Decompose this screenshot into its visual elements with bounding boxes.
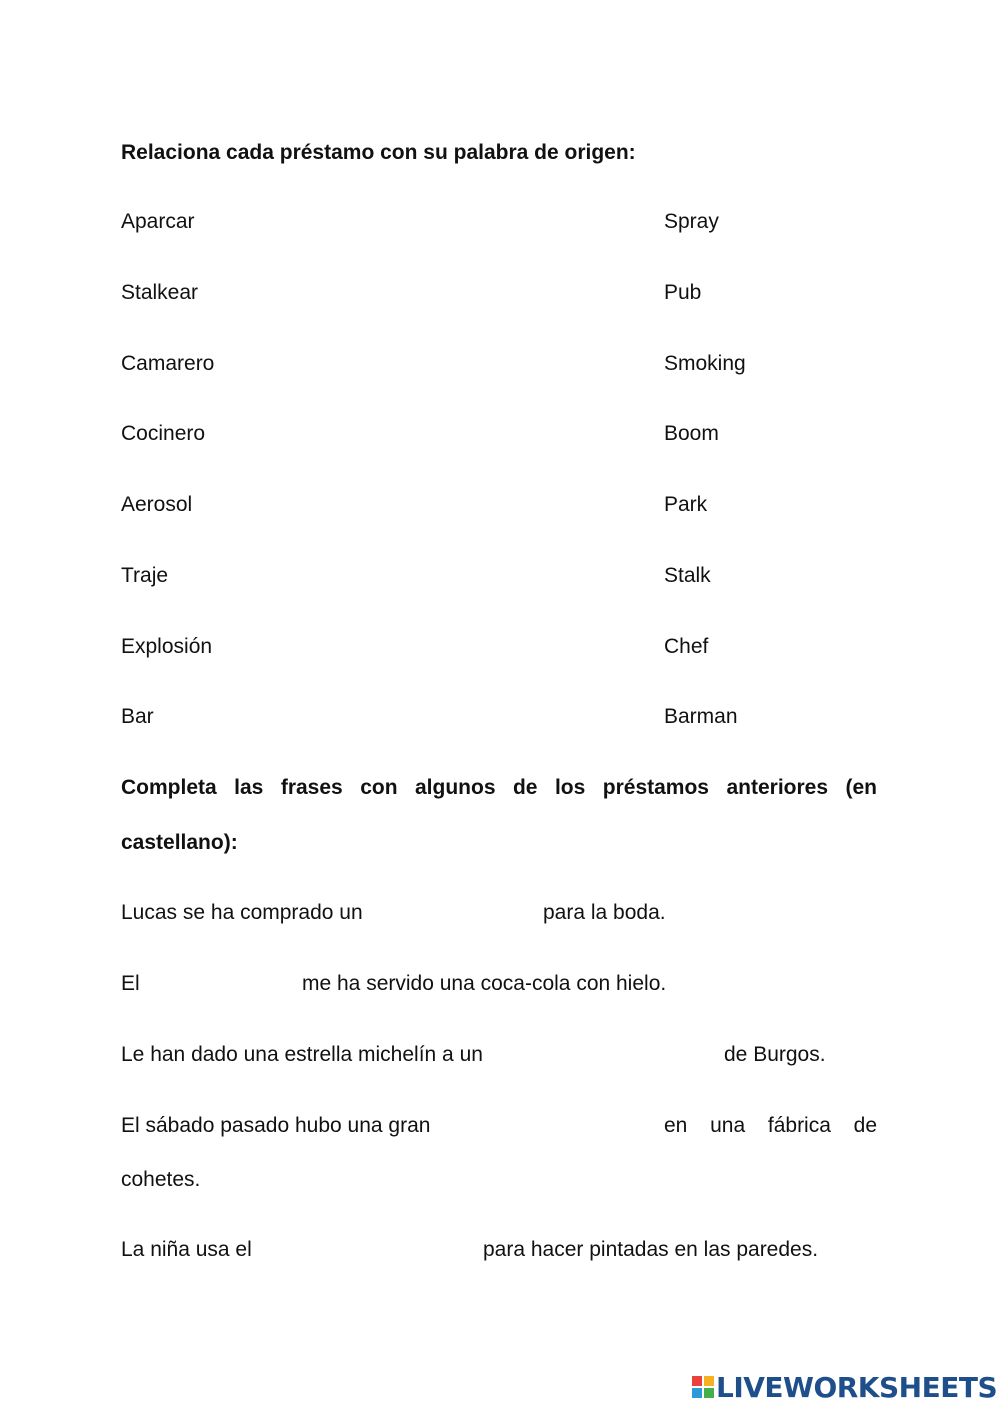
heading-word: anteriores — [726, 776, 829, 799]
sentence-3-blank-input[interactable] — [532, 1042, 716, 1069]
heading-word: algunos — [415, 776, 496, 799]
heading-word: las — [234, 776, 264, 799]
sentence-4-line-2: cohetes. — [121, 1168, 201, 1191]
left-word-8: Bar — [121, 705, 154, 728]
sentence-2-after: me ha servido una coca-cola con hielo. — [302, 972, 667, 995]
heading-word: préstamos — [602, 776, 709, 799]
logo-square-blue — [692, 1388, 702, 1398]
right-word-2: Pub — [664, 281, 702, 304]
exercise-2-heading-line-1 — [121, 775, 877, 801]
sentence-3-after: de Burgos. — [724, 1043, 826, 1066]
sentence-2-before: El — [121, 972, 140, 995]
left-word-1: Aparcar — [121, 210, 195, 233]
sentence-5-blank-input[interactable] — [274, 1237, 474, 1264]
sentence-1-before: Lucas se ha comprado un — [121, 901, 363, 924]
sentence-5-before: La niña usa el — [121, 1238, 252, 1261]
sentence-word: una — [710, 1114, 746, 1137]
sentence-word: en — [664, 1114, 688, 1137]
sentence-4-before: El sábado pasado hubo una gran — [121, 1114, 431, 1137]
right-word-4: Boom — [664, 422, 719, 445]
sentence-5-after: para hacer pintadas en las paredes. — [483, 1238, 819, 1261]
left-word-6: Traje — [121, 564, 169, 587]
sentence-4-blank-input[interactable] — [474, 1113, 656, 1140]
right-word-7: Chef — [664, 635, 709, 658]
exercise-1-heading: Relaciona cada préstamo con su palabra de origen: — [121, 141, 636, 164]
left-word-3: Camarero — [121, 352, 215, 375]
left-word-7: Explosión — [121, 635, 213, 658]
heading-word: los — [554, 776, 586, 799]
heading-word: con — [360, 776, 398, 799]
right-word-3: Smoking — [664, 352, 746, 375]
sentence-1-after: para la boda. — [543, 901, 666, 924]
right-word-1: Spray — [664, 210, 719, 233]
liveworksheets-logo[interactable] — [692, 1372, 997, 1402]
logo-square-green — [704, 1388, 714, 1398]
exercise-2-heading-line-2: castellano): — [121, 831, 238, 854]
sentence-word: fábrica — [767, 1114, 831, 1137]
left-word-4: Cocinero — [121, 422, 206, 445]
left-word-5: Aerosol — [121, 493, 193, 516]
sentence-1-blank-input[interactable] — [395, 900, 535, 927]
sentence-3-before: Le han dado una estrella michelín a un — [121, 1043, 483, 1066]
right-word-8: Barman — [664, 705, 738, 728]
left-word-2: Stalkear — [121, 281, 199, 304]
heading-word: frases — [280, 776, 343, 799]
sentence-word: de — [853, 1114, 877, 1137]
logo-mark-icon — [692, 1376, 714, 1398]
right-word-6: Stalk — [664, 564, 711, 587]
sentence-2-blank-input[interactable] — [150, 971, 293, 998]
logo-square-yellow — [704, 1376, 714, 1386]
sentence-4-after — [664, 1113, 877, 1139]
heading-word: (en — [845, 776, 877, 799]
heading-word: Completa — [121, 776, 217, 799]
logo-text: LIVEWORKSHEETS — [716, 1370, 998, 1404]
logo-square-red — [692, 1376, 702, 1386]
heading-word: de — [512, 776, 538, 799]
right-word-5: Park — [664, 493, 708, 516]
